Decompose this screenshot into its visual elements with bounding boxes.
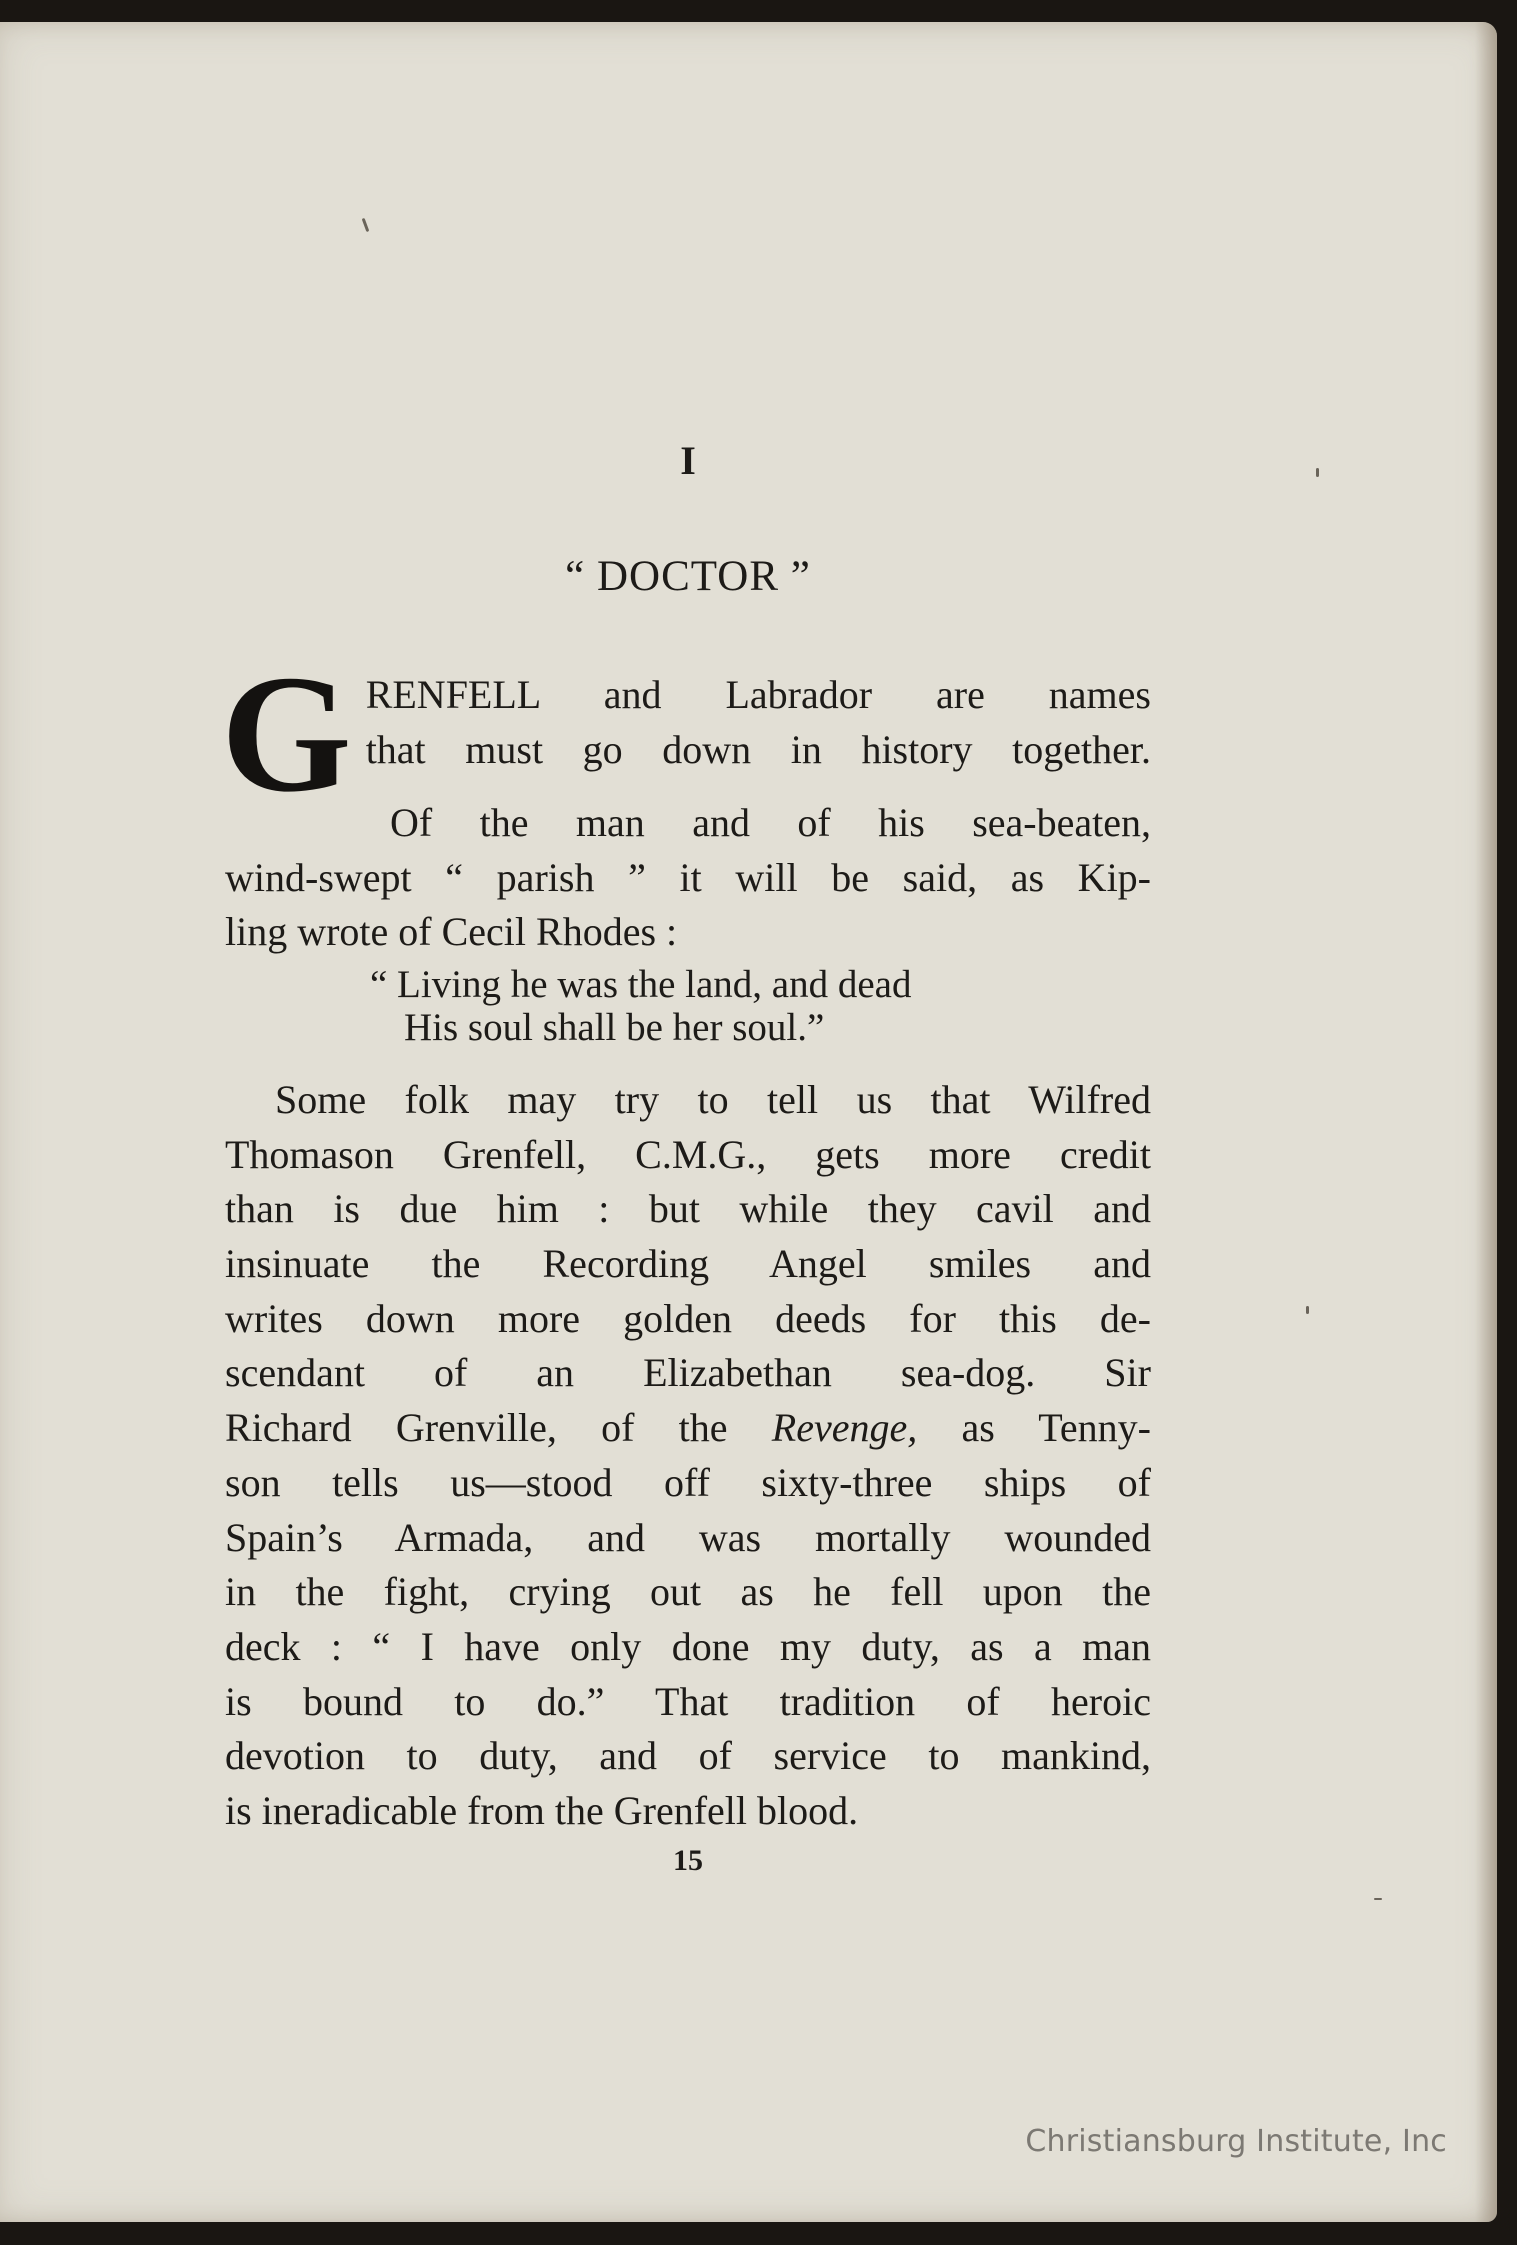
text-segment: Richard Grenville, of the	[225, 1405, 772, 1451]
paper-speck	[1306, 1306, 1309, 1314]
text-line: that must go down in history together.	[365, 726, 1151, 772]
text-line: is ineradicable from the Grenfell blood.	[225, 1787, 859, 1833]
paper-speck	[1316, 468, 1319, 477]
paper-speck	[362, 218, 370, 232]
italic-title: Revenge,	[771, 1405, 918, 1451]
verse-line: “ Living he was the land, and dead	[370, 963, 912, 1006]
book-page	[0, 22, 1497, 2222]
text-line: wind-swept “ parish ” it will be said, as Kip-	[225, 854, 1151, 900]
verse-line: His soul shall be her soul.”	[404, 1006, 825, 1049]
text-line: RENFELL and Labrador are names	[365, 672, 1151, 717]
page-number: 15	[673, 1844, 703, 1877]
text-line: deck : “ I have only done my duty, as a man	[225, 1623, 1151, 1669]
text-line: Thomason Grenfell, C.M.G., gets more credit	[225, 1131, 1151, 1177]
drop-cap: G	[221, 641, 352, 827]
text-line: writes down more golden deeds for this de-	[225, 1295, 1151, 1341]
chapter-title: “ DOCTOR ”	[565, 553, 811, 600]
text-line	[225, 1401, 1151, 1456]
text-line: Spain’s Armada, and was mortally wounded	[225, 1514, 1151, 1560]
text-line: son tells us—stood off sixty-three ships of	[225, 1459, 1151, 1505]
verse-quote	[370, 963, 912, 1049]
chapter-number: I	[680, 438, 696, 483]
text-line: insinuate the Recording Angel smiles and	[225, 1241, 1151, 1287]
watermark: Christiansburg Institute, Inc	[1025, 2124, 1447, 2159]
page-edge-shadow	[1475, 22, 1497, 2222]
text-line: scendant of an Elizabethan sea-dog. Sir	[225, 1350, 1151, 1396]
text-segment: as Tenny-	[917, 1405, 1151, 1451]
text-line: Of the man and of his sea-beaten,	[390, 800, 1151, 845]
paper-speck	[1374, 1898, 1382, 1900]
text-line: ling wrote of Cecil Rhodes :	[225, 909, 678, 954]
opening-paragraph	[221, 641, 1151, 960]
text-line: Some folk may try to tell us that Wilfred	[275, 1077, 1151, 1122]
text-line: devotion to duty, and of service to mankind,	[225, 1733, 1151, 1779]
text-line: in the fight, crying out as he fell upon the	[225, 1569, 1151, 1615]
text-line: than is due him : but while they cavil and	[225, 1186, 1151, 1232]
body-paragraph	[225, 1073, 1151, 1839]
text-line: is bound to do.” That tradition of heroic	[225, 1678, 1151, 1724]
